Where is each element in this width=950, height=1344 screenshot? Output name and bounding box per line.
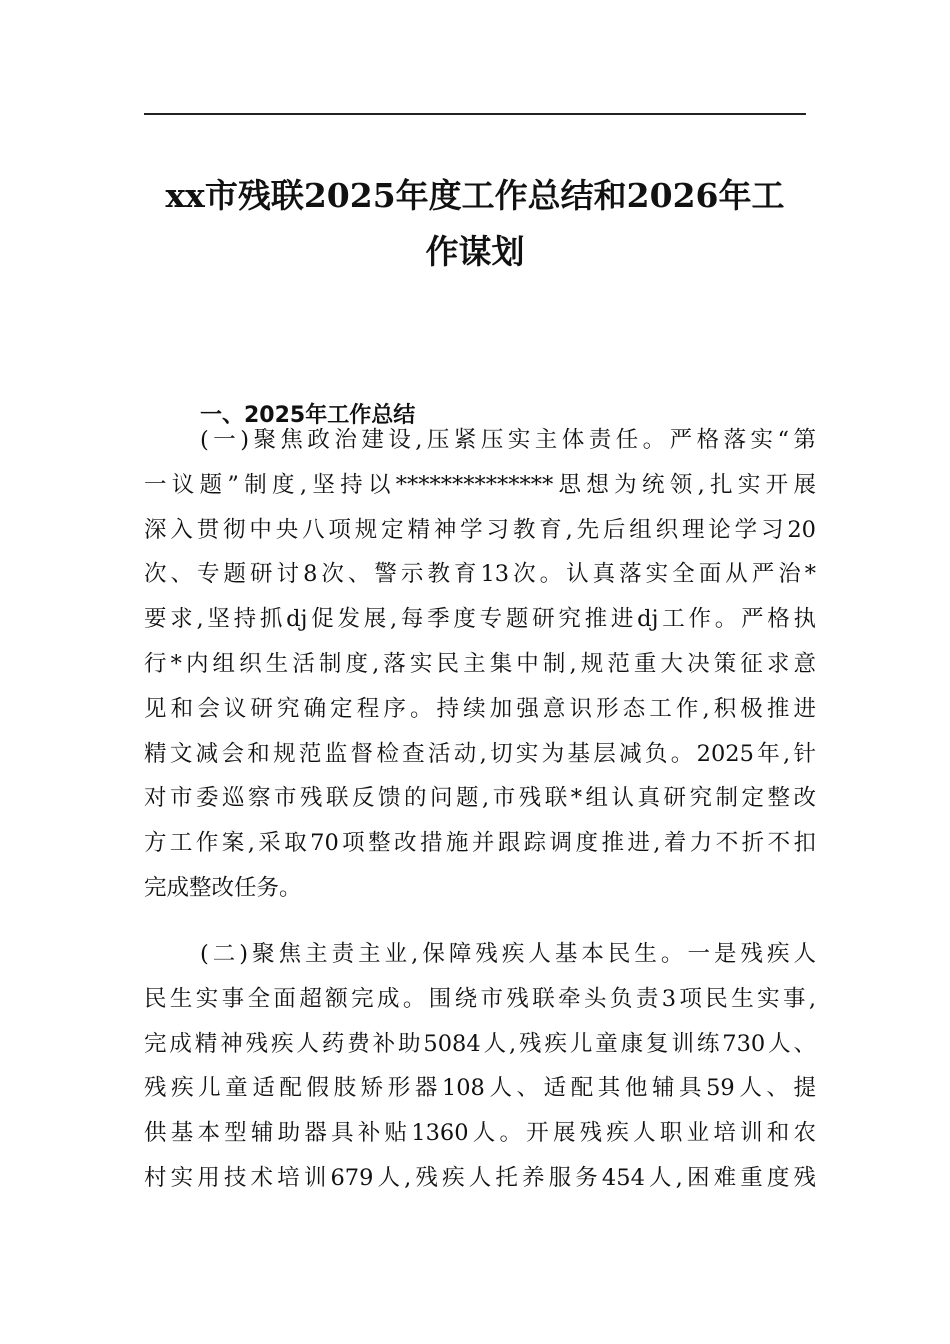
- header-rule: [144, 113, 806, 115]
- paragraph-livelihood: [144, 932, 816, 1201]
- paragraph-line: 精文减会和规范监督检查活动,切实为基层减负。2025年,针: [144, 740, 816, 767]
- title-line-1: xx市残联2025年度工作总结和2026年工: [165, 176, 785, 215]
- paragraph-line: 村实用技术培训679人,残疾人托养服务454人,困难重度残: [144, 1164, 816, 1191]
- paragraph-line: (一)聚焦政治建设,压紧压实主体责任。严格落实“第: [200, 427, 816, 453]
- paragraph-line: (二)聚焦主责主业,保障残疾人基本民生。一是残疾人: [200, 941, 816, 967]
- section-heading-1: 一、2025年工作总结: [200, 403, 416, 428]
- paragraph-line: 一议题”制度,坚持以**************思想为统领,扎实开展: [144, 471, 816, 498]
- paragraph-line: 民生实事全面超额完成。围绕市残联牵头负责3项民生实事,: [144, 985, 816, 1012]
- document-title: [144, 168, 806, 280]
- paragraph-line: 行*内组织生活制度,落实民主集中制,规范重大决策征求意: [144, 650, 816, 677]
- paragraph-line: 对市委巡察市残联反馈的问题,市残联*组认真研究制定整改: [144, 785, 816, 812]
- paragraph-line: 完成精神残疾人药费补助5084人,残疾儿童康复训练730人、: [144, 1030, 816, 1057]
- paragraph-line: 见和会议研究确定程序。持续加强意识形态工作,积极推进: [144, 695, 816, 722]
- paragraph-line: 供基本型辅助器具补贴1360人。开展残疾人职业培训和农: [144, 1120, 816, 1147]
- paragraph-line: 要求,坚持抓dj促发展,每季度专题研究推进dj工作。严格执: [144, 606, 816, 633]
- paragraph-line: 方工作案,采取70项整改措施并跟踪调度推进,着力不折不扣: [144, 830, 816, 857]
- title-line-2: 作谋划: [425, 232, 525, 271]
- paragraph-line: 残疾儿童适配假肢矫形器108人、适配其他辅具59人、提: [144, 1075, 816, 1102]
- paragraph-line: 次、专题研讨8次、警示教育13次。认真落实全面从严治*: [144, 561, 816, 588]
- paragraph-line: 深入贯彻中央八项规定精神学习教育,先后组织理论学习20: [144, 516, 816, 543]
- paragraph-political-building: [144, 418, 816, 911]
- paragraph-line: 完成整改任务。: [144, 874, 302, 901]
